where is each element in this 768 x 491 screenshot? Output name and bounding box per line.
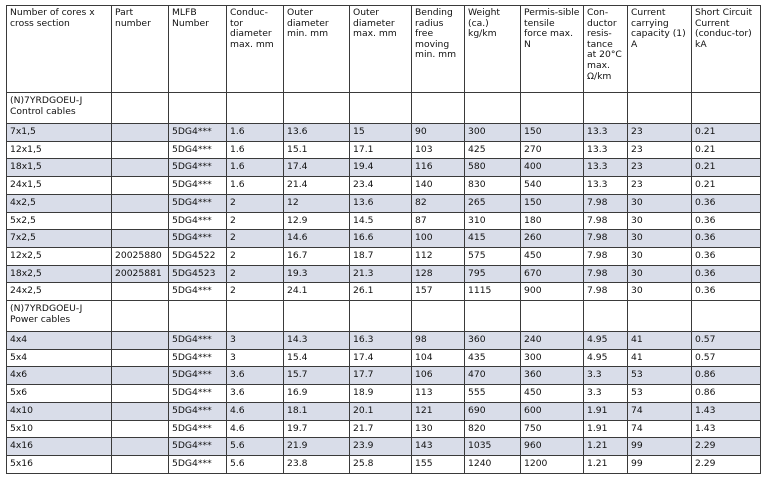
section-empty-cell bbox=[350, 93, 412, 124]
cell-short-circuit: 0.57 bbox=[692, 332, 761, 350]
cell-tensile-force: 900 bbox=[521, 283, 584, 301]
cell-part-number bbox=[112, 332, 169, 350]
cell-weight: 470 bbox=[465, 367, 521, 385]
cell-short-circuit: 1.43 bbox=[692, 420, 761, 438]
section-empty-cell bbox=[465, 93, 521, 124]
cell-current-capacity: 30 bbox=[628, 212, 692, 230]
cell-current-capacity: 23 bbox=[628, 141, 692, 159]
cell-weight: 580 bbox=[465, 159, 521, 177]
cell-outer-diameter-max: 20.1 bbox=[350, 402, 412, 420]
cell-mlfb: 5DG4522 bbox=[169, 247, 227, 265]
section-empty-cell bbox=[628, 93, 692, 124]
cell-outer-diameter-min: 15.7 bbox=[284, 367, 350, 385]
cell-outer-diameter-max: 14.5 bbox=[350, 212, 412, 230]
cell-part-number bbox=[112, 438, 169, 456]
cable-spec-table bbox=[6, 5, 761, 474]
cable-spec-table-container bbox=[6, 5, 760, 474]
table-row bbox=[7, 124, 761, 142]
cell-cores: 5x2,5 bbox=[7, 212, 112, 230]
cell-cores: 5x4 bbox=[7, 349, 112, 367]
cell-short-circuit: 1.43 bbox=[692, 402, 761, 420]
cell-part-number bbox=[112, 349, 169, 367]
cell-resistance: 4.95 bbox=[584, 332, 628, 350]
table-row bbox=[7, 438, 761, 456]
cell-resistance: 1.91 bbox=[584, 402, 628, 420]
cell-conductor-diameter: 4.6 bbox=[227, 420, 284, 438]
cell-outer-diameter-min: 16.9 bbox=[284, 385, 350, 403]
cell-cores: 18x2,5 bbox=[7, 265, 112, 283]
cell-cores: 7x2,5 bbox=[7, 230, 112, 248]
section-title: (N)7YRDGOEU-J Control cables bbox=[7, 93, 112, 124]
cell-part-number bbox=[112, 230, 169, 248]
cell-short-circuit: 0.36 bbox=[692, 283, 761, 301]
cell-short-circuit: 0.21 bbox=[692, 177, 761, 195]
table-row bbox=[7, 455, 761, 473]
section-empty-cell bbox=[169, 301, 227, 332]
cell-bending-radius: 113 bbox=[412, 385, 465, 403]
cell-conductor-diameter: 3 bbox=[227, 349, 284, 367]
section-empty-cell bbox=[412, 93, 465, 124]
header-row bbox=[7, 6, 761, 93]
cell-current-capacity: 30 bbox=[628, 247, 692, 265]
cell-short-circuit: 0.36 bbox=[692, 230, 761, 248]
cell-part-number bbox=[112, 124, 169, 142]
cell-bending-radius: 157 bbox=[412, 283, 465, 301]
cell-outer-diameter-max: 19.4 bbox=[350, 159, 412, 177]
cell-resistance: 7.98 bbox=[584, 247, 628, 265]
cell-outer-diameter-max: 21.3 bbox=[350, 265, 412, 283]
cell-mlfb: 5DG4*** bbox=[169, 402, 227, 420]
cell-cores: 4x4 bbox=[7, 332, 112, 350]
cell-conductor-diameter: 2 bbox=[227, 283, 284, 301]
cell-outer-diameter-min: 13.6 bbox=[284, 124, 350, 142]
cell-outer-diameter-min: 15.1 bbox=[284, 141, 350, 159]
cell-outer-diameter-max: 17.7 bbox=[350, 367, 412, 385]
cell-mlfb: 5DG4*** bbox=[169, 420, 227, 438]
cell-mlfb: 5DG4*** bbox=[169, 349, 227, 367]
cell-tensile-force: 150 bbox=[521, 194, 584, 212]
section-empty-cell bbox=[227, 301, 284, 332]
cell-weight: 1115 bbox=[465, 283, 521, 301]
cell-outer-diameter-min: 14.6 bbox=[284, 230, 350, 248]
cell-resistance: 7.98 bbox=[584, 194, 628, 212]
cell-mlfb: 5DG4*** bbox=[169, 332, 227, 350]
cell-cores: 4x16 bbox=[7, 438, 112, 456]
cell-bending-radius: 128 bbox=[412, 265, 465, 283]
cell-conductor-diameter: 1.6 bbox=[227, 141, 284, 159]
cell-bending-radius: 90 bbox=[412, 124, 465, 142]
section-row bbox=[7, 301, 761, 332]
cell-outer-diameter-max: 23.4 bbox=[350, 177, 412, 195]
cell-current-capacity: 99 bbox=[628, 438, 692, 456]
cell-conductor-diameter: 1.6 bbox=[227, 124, 284, 142]
cell-resistance: 7.98 bbox=[584, 283, 628, 301]
cell-cores: 18x1,5 bbox=[7, 159, 112, 177]
table-body bbox=[7, 93, 761, 474]
cell-part-number bbox=[112, 385, 169, 403]
cell-bending-radius: 140 bbox=[412, 177, 465, 195]
cell-bending-radius: 100 bbox=[412, 230, 465, 248]
cell-current-capacity: 74 bbox=[628, 420, 692, 438]
cell-resistance: 1.21 bbox=[584, 438, 628, 456]
cell-conductor-diameter: 5.6 bbox=[227, 455, 284, 473]
cell-tensile-force: 180 bbox=[521, 212, 584, 230]
header-weight: Weight (ca.) kg/km bbox=[465, 6, 521, 93]
header-conductor-resistance: Con-ductor resis-tance at 20°C max. Ω/km bbox=[584, 6, 628, 93]
cell-current-capacity: 23 bbox=[628, 124, 692, 142]
section-empty-cell bbox=[628, 301, 692, 332]
cell-current-capacity: 23 bbox=[628, 177, 692, 195]
cell-outer-diameter-min: 12 bbox=[284, 194, 350, 212]
section-empty-cell bbox=[584, 93, 628, 124]
cell-short-circuit: 0.36 bbox=[692, 194, 761, 212]
cell-mlfb: 5DG4*** bbox=[169, 283, 227, 301]
cell-tensile-force: 1200 bbox=[521, 455, 584, 473]
table-row bbox=[7, 177, 761, 195]
cell-tensile-force: 600 bbox=[521, 402, 584, 420]
cell-mlfb: 5DG4*** bbox=[169, 141, 227, 159]
table-row bbox=[7, 420, 761, 438]
cell-cores: 4x6 bbox=[7, 367, 112, 385]
cell-outer-diameter-min: 19.3 bbox=[284, 265, 350, 283]
cell-outer-diameter-min: 16.7 bbox=[284, 247, 350, 265]
cell-conductor-diameter: 2 bbox=[227, 212, 284, 230]
cell-conductor-diameter: 2 bbox=[227, 247, 284, 265]
section-empty-cell bbox=[692, 301, 761, 332]
cell-bending-radius: 103 bbox=[412, 141, 465, 159]
cell-tensile-force: 150 bbox=[521, 124, 584, 142]
cell-bending-radius: 116 bbox=[412, 159, 465, 177]
header-conductor-diameter: Conduc-tor diameter max. mm bbox=[227, 6, 284, 93]
cell-short-circuit: 2.29 bbox=[692, 455, 761, 473]
section-empty-cell bbox=[465, 301, 521, 332]
cell-weight: 575 bbox=[465, 247, 521, 265]
cell-bending-radius: 143 bbox=[412, 438, 465, 456]
cell-outer-diameter-max: 16.6 bbox=[350, 230, 412, 248]
table-row bbox=[7, 247, 761, 265]
cell-current-capacity: 99 bbox=[628, 455, 692, 473]
cell-resistance: 7.98 bbox=[584, 212, 628, 230]
cell-conductor-diameter: 4.6 bbox=[227, 402, 284, 420]
cell-bending-radius: 112 bbox=[412, 247, 465, 265]
cell-part-number bbox=[112, 402, 169, 420]
cell-conductor-diameter: 2 bbox=[227, 265, 284, 283]
cell-bending-radius: 104 bbox=[412, 349, 465, 367]
cell-cores: 5x10 bbox=[7, 420, 112, 438]
cell-conductor-diameter: 1.6 bbox=[227, 159, 284, 177]
cell-short-circuit: 2.29 bbox=[692, 438, 761, 456]
cell-short-circuit: 0.36 bbox=[692, 265, 761, 283]
section-empty-cell bbox=[692, 93, 761, 124]
header-current-capacity: Current carrying capacity (1) A bbox=[628, 6, 692, 93]
cell-weight: 690 bbox=[465, 402, 521, 420]
cell-short-circuit: 0.21 bbox=[692, 141, 761, 159]
cell-bending-radius: 98 bbox=[412, 332, 465, 350]
cell-resistance: 7.98 bbox=[584, 230, 628, 248]
header-tensile-force: Permis-sible tensile force max. N bbox=[521, 6, 584, 93]
cell-part-number bbox=[112, 283, 169, 301]
cell-tensile-force: 540 bbox=[521, 177, 584, 195]
cell-mlfb: 5DG4*** bbox=[169, 212, 227, 230]
section-empty-cell bbox=[284, 93, 350, 124]
cell-cores: 24x2,5 bbox=[7, 283, 112, 301]
cell-outer-diameter-min: 19.7 bbox=[284, 420, 350, 438]
section-empty-cell bbox=[521, 93, 584, 124]
header-bending-radius: Bending radius free moving min. mm bbox=[412, 6, 465, 93]
cell-weight: 820 bbox=[465, 420, 521, 438]
cell-current-capacity: 53 bbox=[628, 385, 692, 403]
cell-short-circuit: 0.21 bbox=[692, 124, 761, 142]
cell-tensile-force: 260 bbox=[521, 230, 584, 248]
cell-bending-radius: 87 bbox=[412, 212, 465, 230]
cell-bending-radius: 106 bbox=[412, 367, 465, 385]
cell-weight: 555 bbox=[465, 385, 521, 403]
cell-cores: 24x1,5 bbox=[7, 177, 112, 195]
cell-resistance: 13.3 bbox=[584, 124, 628, 142]
cell-conductor-diameter: 3.6 bbox=[227, 367, 284, 385]
cell-resistance: 4.95 bbox=[584, 349, 628, 367]
cell-bending-radius: 121 bbox=[412, 402, 465, 420]
table-row bbox=[7, 283, 761, 301]
cell-tensile-force: 960 bbox=[521, 438, 584, 456]
cell-weight: 425 bbox=[465, 141, 521, 159]
header-mlfb: MLFB Number bbox=[169, 6, 227, 93]
cell-resistance: 13.3 bbox=[584, 177, 628, 195]
table-row bbox=[7, 230, 761, 248]
cell-bending-radius: 155 bbox=[412, 455, 465, 473]
cell-current-capacity: 41 bbox=[628, 349, 692, 367]
cell-cores: 4x10 bbox=[7, 402, 112, 420]
cell-bending-radius: 82 bbox=[412, 194, 465, 212]
cell-outer-diameter-max: 17.4 bbox=[350, 349, 412, 367]
cell-current-capacity: 30 bbox=[628, 265, 692, 283]
cell-part-number bbox=[112, 177, 169, 195]
cell-cores: 7x1,5 bbox=[7, 124, 112, 142]
cell-outer-diameter-min: 14.3 bbox=[284, 332, 350, 350]
cell-conductor-diameter: 3.6 bbox=[227, 385, 284, 403]
cell-weight: 1240 bbox=[465, 455, 521, 473]
section-empty-cell bbox=[112, 301, 169, 332]
cell-cores: 4x2,5 bbox=[7, 194, 112, 212]
cell-outer-diameter-max: 25.8 bbox=[350, 455, 412, 473]
cell-current-capacity: 53 bbox=[628, 367, 692, 385]
section-empty-cell bbox=[350, 301, 412, 332]
cell-outer-diameter-min: 15.4 bbox=[284, 349, 350, 367]
cell-part-number: 20025881 bbox=[112, 265, 169, 283]
cell-current-capacity: 30 bbox=[628, 194, 692, 212]
cell-part-number bbox=[112, 212, 169, 230]
cell-resistance: 1.91 bbox=[584, 420, 628, 438]
cell-outer-diameter-min: 12.9 bbox=[284, 212, 350, 230]
section-row bbox=[7, 93, 761, 124]
cell-part-number bbox=[112, 194, 169, 212]
cell-mlfb: 5DG4*** bbox=[169, 194, 227, 212]
cell-mlfb: 5DG4523 bbox=[169, 265, 227, 283]
cell-outer-diameter-min: 18.1 bbox=[284, 402, 350, 420]
cell-outer-diameter-min: 24.1 bbox=[284, 283, 350, 301]
section-empty-cell bbox=[521, 301, 584, 332]
section-empty-cell bbox=[284, 301, 350, 332]
cell-outer-diameter-max: 18.9 bbox=[350, 385, 412, 403]
cell-part-number bbox=[112, 367, 169, 385]
cell-weight: 435 bbox=[465, 349, 521, 367]
table-row bbox=[7, 402, 761, 420]
cell-mlfb: 5DG4*** bbox=[169, 385, 227, 403]
cell-short-circuit: 0.21 bbox=[692, 159, 761, 177]
cell-outer-diameter-max: 17.1 bbox=[350, 141, 412, 159]
cell-outer-diameter-max: 15 bbox=[350, 124, 412, 142]
cell-resistance: 3.3 bbox=[584, 367, 628, 385]
section-empty-cell bbox=[584, 301, 628, 332]
cell-weight: 310 bbox=[465, 212, 521, 230]
cell-part-number bbox=[112, 159, 169, 177]
header-outer-diameter-min: Outer diameter min. mm bbox=[284, 6, 350, 93]
cell-conductor-diameter: 1.6 bbox=[227, 177, 284, 195]
cell-cores: 5x16 bbox=[7, 455, 112, 473]
cell-part-number bbox=[112, 455, 169, 473]
cell-tensile-force: 750 bbox=[521, 420, 584, 438]
cell-tensile-force: 270 bbox=[521, 141, 584, 159]
cell-weight: 415 bbox=[465, 230, 521, 248]
cell-tensile-force: 240 bbox=[521, 332, 584, 350]
cell-weight: 300 bbox=[465, 124, 521, 142]
section-empty-cell bbox=[227, 93, 284, 124]
cell-tensile-force: 360 bbox=[521, 367, 584, 385]
cell-short-circuit: 0.86 bbox=[692, 367, 761, 385]
cell-weight: 1035 bbox=[465, 438, 521, 456]
cell-resistance: 13.3 bbox=[584, 159, 628, 177]
cell-part-number bbox=[112, 141, 169, 159]
cell-short-circuit: 0.36 bbox=[692, 247, 761, 265]
cell-conductor-diameter: 3 bbox=[227, 332, 284, 350]
cell-outer-diameter-max: 16.3 bbox=[350, 332, 412, 350]
cell-tensile-force: 670 bbox=[521, 265, 584, 283]
cell-outer-diameter-min: 21.9 bbox=[284, 438, 350, 456]
cell-short-circuit: 0.57 bbox=[692, 349, 761, 367]
cell-cores: 12x2,5 bbox=[7, 247, 112, 265]
header-cores: Number of cores x cross section bbox=[7, 6, 112, 93]
cell-conductor-diameter: 2 bbox=[227, 230, 284, 248]
cell-tensile-force: 300 bbox=[521, 349, 584, 367]
cell-mlfb: 5DG4*** bbox=[169, 177, 227, 195]
cell-current-capacity: 30 bbox=[628, 230, 692, 248]
cell-short-circuit: 0.86 bbox=[692, 385, 761, 403]
header-short-circuit: Short Circuit Current (conduc-tor) kA bbox=[692, 6, 761, 93]
cell-outer-diameter-min: 23.8 bbox=[284, 455, 350, 473]
table-row bbox=[7, 212, 761, 230]
cell-outer-diameter-min: 21.4 bbox=[284, 177, 350, 195]
cell-weight: 795 bbox=[465, 265, 521, 283]
cell-tensile-force: 450 bbox=[521, 385, 584, 403]
cell-mlfb: 5DG4*** bbox=[169, 124, 227, 142]
cell-mlfb: 5DG4*** bbox=[169, 455, 227, 473]
cell-outer-diameter-max: 26.1 bbox=[350, 283, 412, 301]
header-part-number: Part number bbox=[112, 6, 169, 93]
table-row bbox=[7, 385, 761, 403]
cell-resistance: 3.3 bbox=[584, 385, 628, 403]
cell-tensile-force: 450 bbox=[521, 247, 584, 265]
cell-cores: 12x1,5 bbox=[7, 141, 112, 159]
header-outer-diameter-max: Outer diameter max. mm bbox=[350, 6, 412, 93]
cell-part-number: 20025880 bbox=[112, 247, 169, 265]
cell-resistance: 7.98 bbox=[584, 265, 628, 283]
cell-mlfb: 5DG4*** bbox=[169, 367, 227, 385]
cell-mlfb: 5DG4*** bbox=[169, 230, 227, 248]
table-row bbox=[7, 141, 761, 159]
cell-part-number bbox=[112, 420, 169, 438]
cell-short-circuit: 0.36 bbox=[692, 212, 761, 230]
cell-bending-radius: 130 bbox=[412, 420, 465, 438]
table-row bbox=[7, 194, 761, 212]
cell-tensile-force: 400 bbox=[521, 159, 584, 177]
cell-outer-diameter-max: 13.6 bbox=[350, 194, 412, 212]
table-row bbox=[7, 349, 761, 367]
cell-weight: 360 bbox=[465, 332, 521, 350]
cell-current-capacity: 74 bbox=[628, 402, 692, 420]
cell-resistance: 13.3 bbox=[584, 141, 628, 159]
table-row bbox=[7, 265, 761, 283]
cell-conductor-diameter: 5.6 bbox=[227, 438, 284, 456]
cell-mlfb: 5DG4*** bbox=[169, 438, 227, 456]
section-empty-cell bbox=[112, 93, 169, 124]
cell-current-capacity: 30 bbox=[628, 283, 692, 301]
cell-cores: 5x6 bbox=[7, 385, 112, 403]
cell-mlfb: 5DG4*** bbox=[169, 159, 227, 177]
section-empty-cell bbox=[169, 93, 227, 124]
cell-outer-diameter-max: 23.9 bbox=[350, 438, 412, 456]
cell-conductor-diameter: 2 bbox=[227, 194, 284, 212]
cell-outer-diameter-max: 21.7 bbox=[350, 420, 412, 438]
cell-current-capacity: 41 bbox=[628, 332, 692, 350]
cell-resistance: 1.21 bbox=[584, 455, 628, 473]
cell-outer-diameter-max: 18.7 bbox=[350, 247, 412, 265]
table-row bbox=[7, 332, 761, 350]
cell-weight: 830 bbox=[465, 177, 521, 195]
table-row bbox=[7, 159, 761, 177]
cell-outer-diameter-min: 17.4 bbox=[284, 159, 350, 177]
section-empty-cell bbox=[412, 301, 465, 332]
cell-weight: 265 bbox=[465, 194, 521, 212]
cell-current-capacity: 23 bbox=[628, 159, 692, 177]
table-row bbox=[7, 367, 761, 385]
section-title: (N)7YRDGOEU-J Power cables bbox=[7, 301, 112, 332]
